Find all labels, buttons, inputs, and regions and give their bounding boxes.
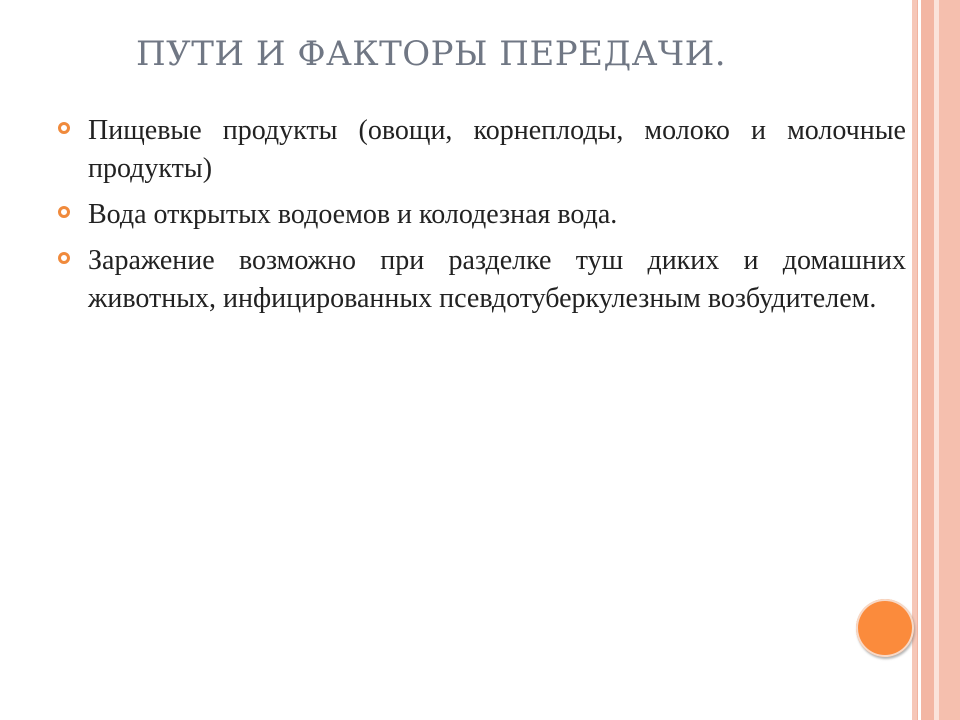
stripe bbox=[939, 0, 960, 720]
right-decorative-stripes bbox=[912, 0, 960, 720]
bullet-item bbox=[56, 242, 906, 318]
stripe-line bbox=[917, 0, 918, 720]
slide-body bbox=[56, 112, 906, 326]
bullet-item bbox=[56, 196, 906, 234]
slide-title: ПУТИ И ФАКТОРЫ ПЕРЕДАЧИ. bbox=[136, 34, 727, 74]
bullet-text: Пищевые продукты (овощи, корнеплоды, молоко и молочные продукты) bbox=[88, 115, 906, 184]
ring-bullet-icon bbox=[58, 206, 70, 218]
bullet-text: Вода открытых водоемов и колодезная вода. bbox=[88, 199, 618, 230]
stripe bbox=[921, 0, 934, 720]
ring-bullet-icon bbox=[58, 252, 70, 264]
bullet-item bbox=[56, 112, 906, 188]
bullet-text: Заражение возможно при разделке туш диких и домашних животных, инфицированных псевдотуберкулезным возбудителем. bbox=[88, 245, 906, 314]
bullet-list bbox=[56, 112, 906, 318]
ring-bullet-icon bbox=[58, 122, 70, 134]
orange-circle-decoration bbox=[856, 599, 914, 657]
